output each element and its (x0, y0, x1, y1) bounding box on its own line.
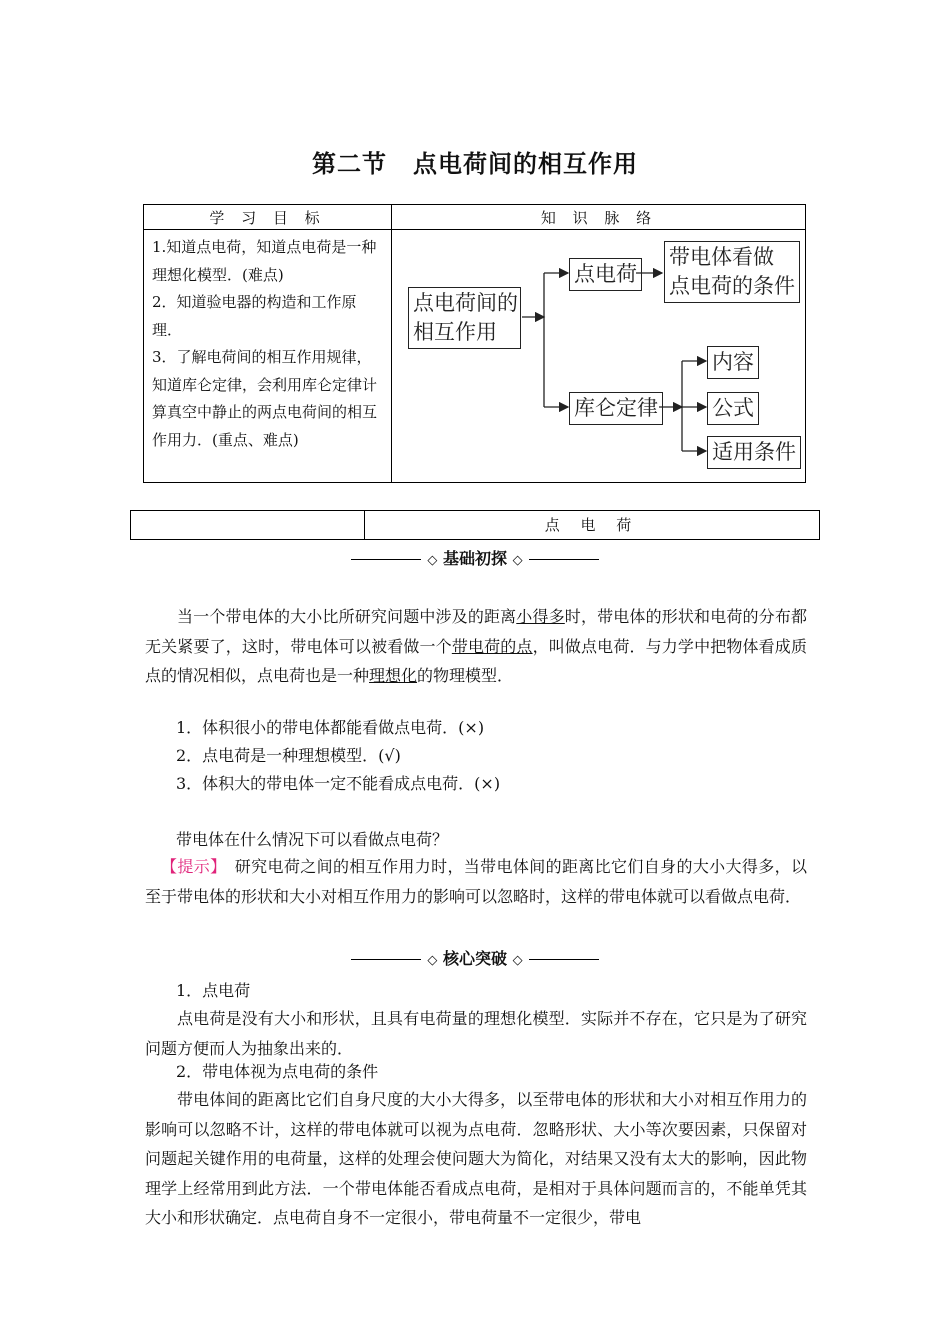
map-node-content: 内容 (707, 346, 759, 379)
page-title (0, 144, 950, 179)
title-section: 第二节 (312, 150, 387, 178)
judgment-item: 2．点电荷是一种理想模型．(√) (176, 746, 401, 765)
col-header-map: 知 识 脉 络 (540, 209, 658, 227)
blank-answer: 理想化 (369, 666, 418, 685)
map-node-point-charge: 点电荷 (569, 258, 642, 291)
map-node-formula: 公式 (707, 392, 759, 425)
blank-answer: 带电荷的点 (451, 636, 533, 656)
blank-answer: 小得多 (516, 607, 565, 626)
hint-label: 【提示】 (161, 857, 219, 876)
map-node-coulomb-law: 库仑定律 (569, 392, 663, 425)
section-table-title: 点 电 荷 (544, 516, 640, 534)
section-divider-basic: ◇ 基础初探 ◇ (0, 546, 950, 569)
section-core-title: 核心突破 (442, 949, 507, 968)
map-node-conditions: 带电体看做 点电荷的条件 (664, 241, 800, 303)
core-paragraph-2: 带电体间的距离比它们自身尺度的大小大得多，以至带电体的形状和大小对相互作用力的影响可以忽略不计，这样的带电体就可以视为点电荷．忽略形状、大小等次要因素，只保留对问题起关键作用的电荷量，这样的处理会使问题大为简化，对结果又没有太大的影响，因此物理学上经常用到此方法．一个带电体能否看成点电荷，是相对于具体问题而言的，不能单凭其大小和形状确定．点电荷自身不一定很小，带电荷量不一定很少，带电 (145, 1090, 807, 1227)
core-paragraph-1: 点电荷是没有大小和形状，且具有电荷量的理想化模型．实际并不存在，它只是为了研究问题方便而人为抽象出来的． (145, 1009, 807, 1058)
judgment-item: 3．体积大的带电体一定不能看成点电荷．(×) (176, 774, 501, 793)
section-divider-core: ◇ 核心突破 ◇ (0, 946, 950, 969)
map-root-node: 点电荷间的 相互作用 (408, 287, 521, 349)
col-header-goals: 学 习 目 标 (209, 209, 326, 227)
goals-list (152, 234, 386, 454)
goal-item: 3．了解电荷间的相互作用规律，知道库仑定律，会利用库仑定律计算真空中静止的两点电荷间的相互作用力．(重点、难点) (152, 348, 378, 449)
title-name: 点电荷间的相互作用 (413, 150, 638, 178)
knowledge-map (392, 230, 806, 483)
core-heading-2: 2．带电体视为点电荷的条件 (176, 1062, 379, 1081)
core-heading-1: 1．点电荷 (176, 981, 251, 1000)
goal-item: 1.知道点电荷，知道点电荷是一种理想化模型．(难点) (152, 238, 377, 284)
hint-paragraph: 【提示】 研究电荷之间的相互作用力时，当带电体间的距离比它们自身的大小大得多，以至于带电体的形状和大小对相互作用力的影响可以忽略时，这样的带电体就可以看做点电荷． (145, 857, 807, 906)
goal-item: 2．知道验电器的构造和工作原理． (152, 293, 357, 339)
judgment-item: 1．体积很小的带电体都能看做点电荷．(×) (176, 718, 485, 737)
intro-paragraph: 当一个带电体的大小比所研究问题中涉及的距离小得多时，带电体的形状和电荷的分布都无关紧要了，这时，带电体可以被看做一个带电荷的点，叫做点电荷．与力学中把物体看成质点的情况相似，点电荷也是一种理想化的物理模型． (145, 607, 807, 685)
section-basic-title: 基础初探 (442, 549, 507, 568)
question: 带电体在什么情况下可以看做点电荷？ (176, 830, 449, 849)
section-header-table (130, 510, 820, 540)
map-node-applicability: 适用条件 (707, 436, 801, 469)
objectives-table (143, 204, 806, 483)
